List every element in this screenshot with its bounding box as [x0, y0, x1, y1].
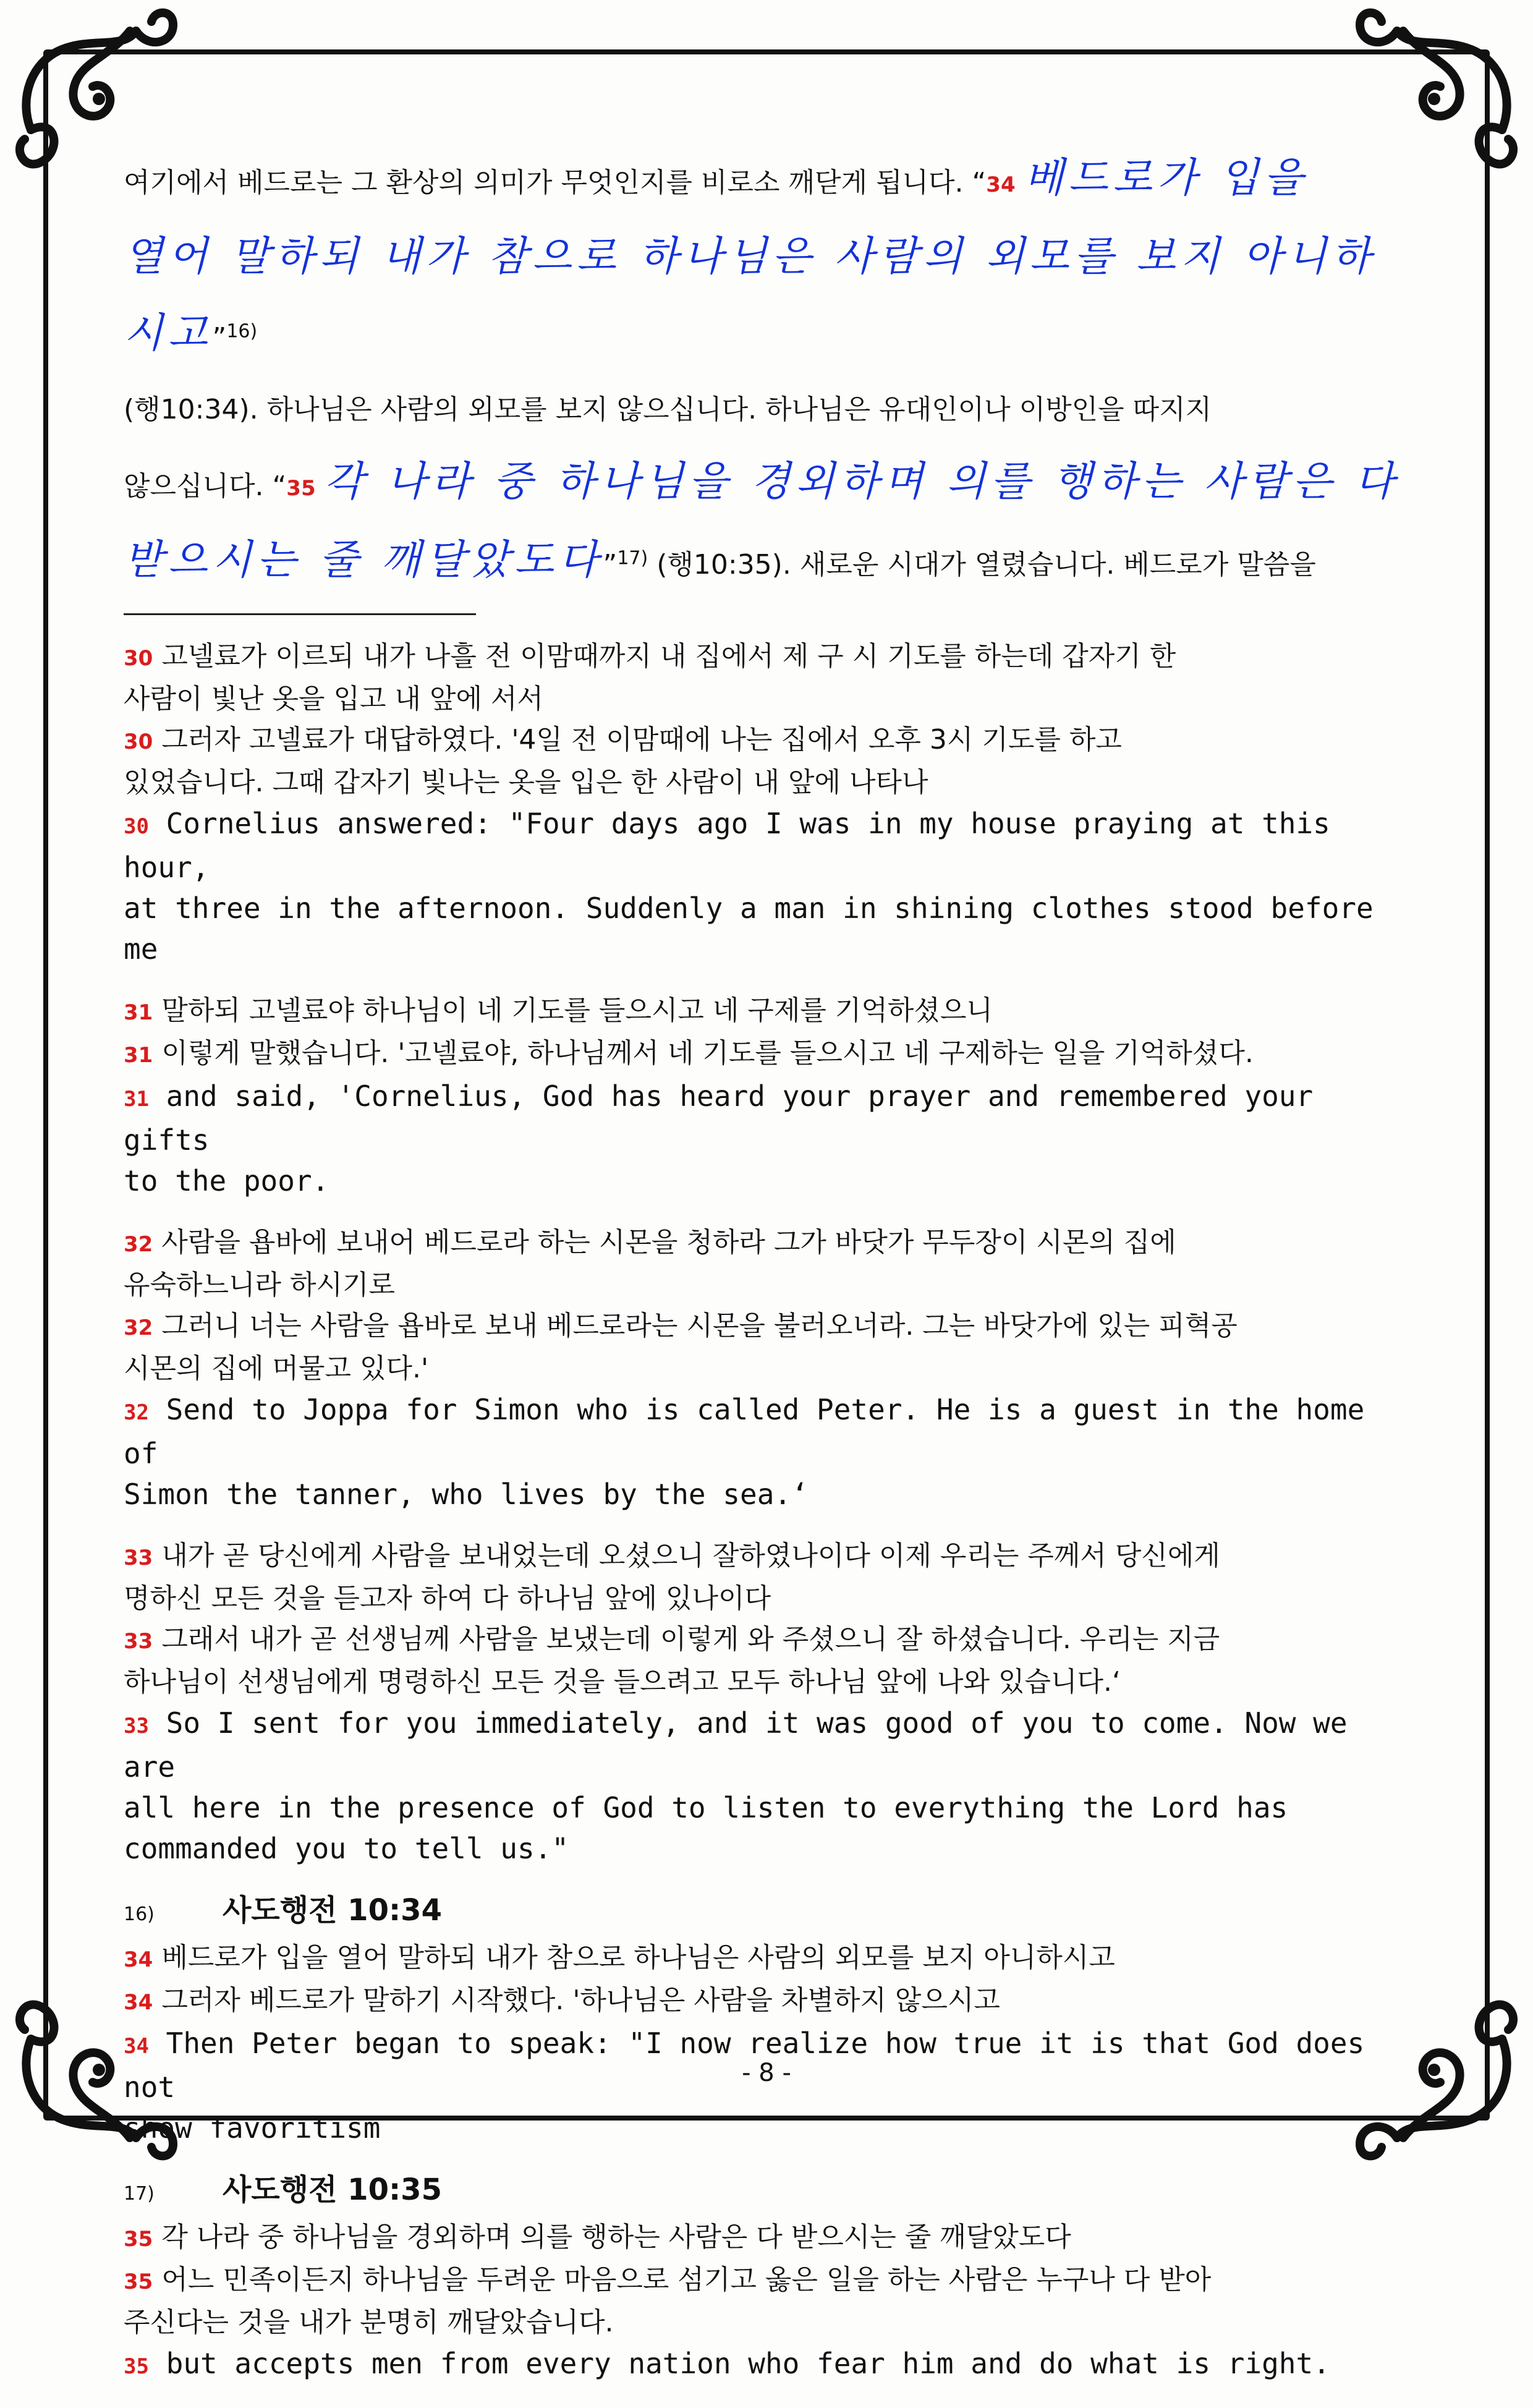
verse-text: 사람이 빛난 옷을 입고 내 앞에 서서 — [124, 683, 543, 715]
verse-text: 내가 곧 당신에게 사람을 보내었는데 오셨으니 잘하였나이다 이제 우리는 주께서 당신에게 — [161, 1540, 1220, 1572]
korean-verse-line — [124, 1306, 1409, 1348]
verse-text: to the poor. — [124, 1164, 329, 1198]
body-text: 여기에서 베드로는 그 환상의 의미가 무엇인지를 비로소 깨닫게 됩니다. “ — [124, 167, 987, 198]
english-verse-line — [124, 2343, 1409, 2387]
footnote-reference[interactable]: 17) — [617, 547, 648, 569]
english-verse-line — [124, 1389, 1409, 1474]
verse-number: 30 — [124, 646, 153, 671]
verse-text: Then Peter began to speak: "I now realize how true it is that God does not — [124, 2027, 1365, 2104]
verse-text: Simon the tanner, who lives by the sea.‘ — [124, 1478, 809, 1511]
footnote-separator — [124, 613, 476, 615]
english-verse-line — [124, 1703, 1409, 1787]
verse-text: at three in the afternoon. Suddenly a man in shining clothes stood before me — [124, 891, 1374, 966]
verse-text: 이렇게 말했습니다. '고넬료야, 하나님께서 네 기도를 들으시고 네 구제하는 일을 기억하셨다. — [161, 1037, 1254, 1069]
english-verse-line — [124, 1787, 1409, 1828]
page-number: - 8 - — [742, 2059, 791, 2087]
verse-number: 35 — [124, 2354, 149, 2379]
verse-number: 31 — [124, 1000, 153, 1025]
korean-verse-line — [124, 1619, 1409, 1662]
english-verse-line — [124, 1828, 1409, 1869]
verse-text: but accepts men from every nation who fear him and do what is right. — [166, 2347, 1330, 2380]
verse-text: 어느 민족이든지 하나님을 두려운 마음으로 섬기고 옳은 일을 하는 사람은 누구나 다 받아 — [161, 2264, 1212, 2295]
verse-text: Cornelius answered: "Four days ago I was in my house praying at this hour, — [124, 807, 1330, 884]
english-verse-line — [124, 803, 1409, 888]
verse-text: 있었습니다. 그때 갑자기 빛나는 옷을 입은 한 사람이 내 앞에 나타나 — [124, 767, 928, 798]
korean-verse-line — [124, 1033, 1409, 1076]
korean-verse-line — [124, 720, 1409, 762]
scripture-quote: 열어 말하되 내가 참으로 하나님은 사람의 외모를 보지 아니하시고 — [124, 232, 1376, 357]
korean-verse-line — [124, 1578, 1409, 1619]
korean-verse-line — [124, 1265, 1409, 1306]
footnote-list — [124, 1890, 1409, 2387]
verse-text: 명하신 모든 것을 듣고자 하여 다 하나님 앞에 있나이다 — [124, 1583, 771, 1614]
body-text: (행10:34). 하나님은 사람의 외모를 보지 않으십니다. 하나님은 유대인이나 이방인을 따지지 — [124, 394, 1212, 425]
verse-text: 그러자 고넬료가 대답하였다. '4일 전 이맘때에 나는 집에서 오후 3시 기도를 하고 — [161, 724, 1122, 755]
verse-number: 30 — [124, 730, 153, 754]
english-verse-line — [124, 1160, 1409, 1201]
korean-verse-line — [124, 1938, 1409, 1980]
verse-text: 하나님이 선생님에게 명령하신 모든 것을 들으려고 모두 하나님 앞에 나와 있습니다.‘ — [124, 1666, 1121, 1698]
verse-text: and said, 'Cornelius, God has heard your prayer and remembered your gifts — [124, 1079, 1314, 1157]
english-verse-line — [124, 1474, 1409, 1515]
korean-verse-line — [124, 1348, 1409, 1389]
verse-text: So I sent for you immediately, and it was good of you to come. Now we are — [124, 1706, 1348, 1784]
korean-verse-line — [124, 2217, 1409, 2260]
verse-number: 34 — [124, 1990, 153, 2015]
verse-text: 각 나라 중 하나님을 경외하며 의를 행하는 사람은 다 받으시는 줄 깨달았도다 — [161, 2221, 1071, 2253]
body-text: (행10:35). 새로운 시대가 열렸습니다. 베드로가 말씀을 — [648, 549, 1316, 581]
english-verse-line — [124, 1076, 1409, 1160]
korean-verse-line — [124, 762, 1409, 803]
verse-number: 34 — [986, 172, 1016, 197]
verse-text: 베드로가 입을 열어 말하되 내가 참으로 하나님은 사람의 외모를 보지 아니하시고 — [161, 1942, 1115, 1973]
verse-text: all here in the presence of God to listen to everything the Lord has — [124, 1791, 1288, 1824]
footnote-title: 사도행전 10:34 — [223, 1893, 442, 1928]
footnote-heading — [124, 1890, 1409, 1938]
verse-number: 31 — [124, 1087, 149, 1112]
korean-verse-line — [124, 1536, 1409, 1578]
korean-verse-line — [124, 1662, 1409, 1703]
footnote-marker: 16) — [124, 1904, 155, 1925]
footnote-title: 사도행전 10:35 — [223, 2172, 442, 2207]
verse-text: 주신다는 것을 내가 분명히 깨달았습니다. — [124, 2307, 614, 2338]
verse-text: 말하되 고넬료야 하나님이 네 기도를 들으시고 네 구제를 기억하셨으니 — [161, 995, 993, 1026]
footnote-marker: 17) — [124, 2183, 155, 2205]
verse-text: show favoritism — [124, 2111, 381, 2145]
footnote-heading — [124, 2169, 1409, 2217]
footnote-block — [124, 1890, 1409, 2148]
korean-verse-line — [124, 2302, 1409, 2343]
korean-verse-line — [124, 1222, 1409, 1265]
english-verse-line — [124, 2108, 1409, 2148]
verse-text: commanded you to tell us." — [124, 1832, 569, 1865]
korean-verse-line — [124, 2260, 1409, 2302]
scripture-quote: 받으시는 줄 깨달았도다 — [124, 536, 603, 584]
quote-mark: ” — [212, 322, 227, 354]
verse-block — [124, 1222, 1409, 1515]
korean-verse-line — [124, 636, 1409, 679]
verse-text: 그러자 베드로가 말하기 시작했다. '하나님은 사람을 차별하지 않으시고 — [161, 1985, 1000, 2016]
verse-number: 30 — [124, 814, 149, 839]
verse-block — [124, 1536, 1409, 1869]
verse-text: 고넬료가 이르되 내가 나흘 전 이맘때까지 내 집에서 제 구 시 기도를 하는데 갑자기 한 — [161, 640, 1176, 672]
footnote-block — [124, 2169, 1409, 2387]
verse-text: 사람을 욥바에 보내어 베드로라 하는 시몬을 청하라 그가 바닷가 무두장이 시몬의 집에 — [161, 1227, 1176, 1258]
verse-text: 그래서 내가 곧 선생님께 사람을 보냈는데 이렇게 와 주셨으니 잘 하셨습니다. 우리는 지금 — [161, 1623, 1220, 1655]
footnote-reference[interactable]: 16) — [226, 320, 258, 342]
verse-number: 32 — [124, 1232, 153, 1257]
verse-number: 35 — [124, 2270, 153, 2294]
verse-number: 35 — [286, 476, 316, 501]
body-paragraph — [124, 142, 1409, 601]
verse-block — [124, 990, 1409, 1201]
verse-number: 35 — [124, 2227, 153, 2252]
verse-list — [124, 636, 1409, 1869]
korean-verse-line — [124, 679, 1409, 720]
body-text: 않으십니다. “ — [124, 470, 287, 502]
verse-number: 33 — [124, 1629, 153, 1654]
verse-number: 34 — [124, 1947, 153, 1972]
scripture-quote: 베드로가 입을 — [1024, 154, 1309, 202]
verse-number: 34 — [124, 2034, 149, 2059]
verse-text: 시몬의 집에 머물고 있다.' — [124, 1353, 429, 1384]
verse-number: 32 — [124, 1400, 149, 1425]
korean-verse-line — [124, 1980, 1409, 2023]
verse-block — [124, 636, 1409, 969]
verse-number: 33 — [124, 1546, 153, 1570]
verse-text: Send to Joppa for Simon who is called Peter. He is a guest in the home of — [124, 1393, 1365, 1470]
verse-number: 33 — [124, 1714, 149, 1738]
verse-text: 유숙하느니라 하시기로 — [124, 1269, 396, 1301]
verse-number: 32 — [124, 1316, 153, 1340]
korean-verse-line — [124, 990, 1409, 1033]
english-verse-line — [124, 888, 1409, 969]
quote-mark: ” — [603, 549, 618, 581]
verse-text: 그러니 너는 사람을 욥바로 보내 베드로라는 시몬을 불러오너라. 그는 바닷가에 있는 피혁공 — [161, 1310, 1238, 1342]
scripture-quote: 각 나라 중 하나님을 경외하며 의를 행하는 사람은 다 — [324, 457, 1399, 505]
verse-number: 31 — [124, 1043, 153, 1068]
